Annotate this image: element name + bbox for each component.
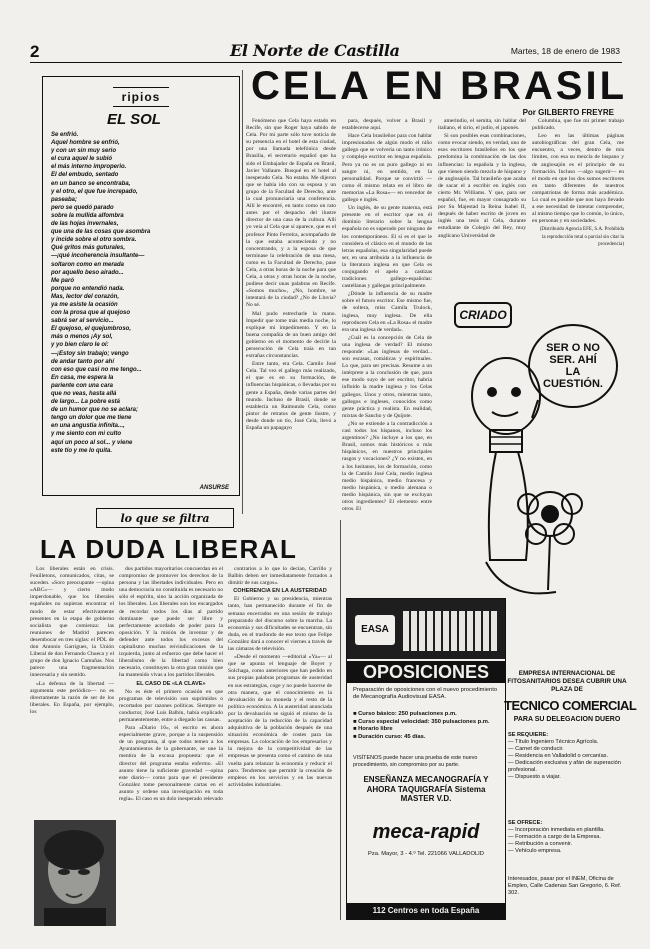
issue-date: Martes, 18 de enero de 1983 (510, 46, 620, 56)
cela-paragraph: para, después, volver a Brasil y establecerse aquí. (342, 118, 432, 132)
offers-item: — Vehículo empresa. (508, 848, 562, 854)
cela-paragraph: Mal pudo estrecharle la mano. Impedir que tome más media noche, lo explique mi impedimento. Y en la buena compañía de un buen amigo del gobierno en el momento de decirle la persecución de Cela traía en tan extrañas circunstancias. (246, 310, 336, 360)
requires-label: SE REQUIERE: (508, 732, 549, 738)
duda-subhead: EL CASO DE «LA CLAVE» (136, 680, 206, 687)
duda-paragraph: Los liberales están en crisis. Feuilletons, comunicados, citas, se suceden. «Soro preocupante —opina «ABC»— y cierto modo imperdonable, que los liberales españoles no supieran encontrar el modo de estar efectivamente presentes en la etapa de gobierno socialista que comienza: las reuniones de Madrid parecen desembocar en tres siglas: el PDL de don Antonio Garrigues, la Unión Liberal de don Fernando Chueca y el grupo de don Ignacio Camuñas. Nos parece una fragmentación innecesaria y sin sentido. (30, 566, 114, 679)
easa-logo-text: EASA (361, 624, 389, 635)
cela-byline: Por GILBERTO FREYRE (522, 108, 614, 117)
ad-top-graphic (347, 599, 505, 659)
cela-col3 (438, 118, 526, 278)
oposiciones-intro: Preparación de oposiciones con el nuevo procedimiento de Mecanografía Audiovisual EASA. (353, 687, 498, 700)
ad-oposiciones (346, 598, 506, 920)
cela-paragraph: ¿No se extiende a la contradicción a casi todos los hispanos, incluso los argentinos? ¿No incluye a los que, en Brasil, somos más históricos o más hispánicos, en nuestros principales rasgos y vocaciones? ¿Y no existen, en a los lusitanos, los de formación, como la de Camilo José Cela, medio inglesa medio hispánica, medio francesa y medio hispánica, o medio alemana o medio hispánica, sin que se excluyan otros ingredientes? El elemento entre otros. El (342, 420, 432, 513)
bullet-item: ■ Curso básico: 250 pulsaciones p.m. (353, 711, 457, 717)
filtra-section-label (96, 508, 234, 528)
empresa-subtitle: PARA SU DELEGACION DUERO (513, 716, 621, 723)
cela-paragraph: Si son posibles esas combinaciones, como evocar siendo, en verdad, uno de esos escritores brasileños en los que predomina la combinación de las dos influencias: la española y la inglesa, que vienen siendo mezcla de hispano y de anglosajón. Tal brasileño que acaba de sacar el a escribir en inglés con cierto Mr. Williams. Y que, para ser español, fue, en mayor consagrado su por Su Majestad la Reina Isabel II, después de haber escrito de joven en inglés una tesis al Cela, durante estudiante de Colegio del Rey, muy anglicano Universidad de (438, 133, 526, 239)
column-rule (340, 520, 341, 920)
duda-col1 (30, 566, 114, 814)
duda-paragraph: El Gobierno y su presidencia, mientras tanto, han permanecido durante el fin de semana encerrados en una sesión de trabajo preparando del discurso sobre la marcha. La economía y sus dificultades se encuentran, sin duda, en el trasfondo de ese texto que Felipe González dará a conocer el viernes a través de las cámaras de televisión. (228, 596, 332, 653)
requires-item: — Residencia en Valladolid o cercanías. (508, 753, 609, 759)
cela-paragraph: Fenómeno que Cela haya estado en Recife, sin que Roger haya sabido de Cela. Por mi parte sólo tuve noticia de su presencia en el hotel de esta ciudad, por una llamada telefónica desde Brasilia, el secretario español que ha sido el Embajador de España en Brasil, Javier Vallaure. Busqué en el hotel al inesperado Cela. No estaba. Me dijeron que se había ido con su esposa y un grupo de la Facultad de Derecho, ante la cual pronunciaría una conferencia. Allí le encontré, en tanto como un rato antes por el despacho del ilustre director de una casa de la cultura. Allí yo veía al Cela que sí aparece, que es el profesor Pinto Ferreira, acompañado de la que estaba aconteciendo y no concentrando, y a la esposa de que terminase la celebración de una mesa, como es la Facultad de Derecho, pase Cela, a otras horas de la noche para que Cela, a otras y otras horas de la noche, pudiese decir unas palabras en Recife. «Somos mucho», ¿No, hombre, se intentará de la ciudad? ¿No de Lluvia? No sé. (246, 118, 336, 309)
poem-text: Se enfrió. Aquel hombre se enfrió, y con un sin muy serio el cura aquel le subió el más interno improperio. El del embudo, sentado en un banco se encontraba, y el otro, el que fue increpado, paseaba; pero se quedó parado sobre la mullida alfombra de las hojas invernales, que una de las cosas que asombra y incide sobre el otro sombra. Qué gritos más guturales, —¡qué incoherencia insultante— soltaron como en merada por aquello beso airado... Me paró porque no entendió nada. Mas, lector del corazón, ya me asiste la ocasión con la prosa que al quejoso sabrá ser al servicio... El quejoso, el quejumbroso, más o menos ¡Ay sol, y yo bien claro le oí: —¡Estoy sin trabajo; vengo de andar tanto por ahí con eso que casi no me tengo... En casa, me espera la pariente con una cara que no veas, hasta allá de largo... La pobre está de un humor que no se aclara; tengo un dolor que me tiene en una angustia infinita..., y me siento con mi culto aquí un poco al sol... y viene este tío y me lo quita. (51, 132, 151, 454)
duda-paragraph: contrarios a lo que lo decían, Carrillo y Balbín deben ser inmediatamente forzados a dimitir de sus cargos». (228, 566, 332, 587)
meca-rapid-footer: 112 Centros en toda España (347, 903, 505, 919)
poem-signature: ANSURSE (199, 485, 229, 491)
cartoon-drawing (446, 300, 622, 600)
cela-headline: CELA EN BRASIL (250, 64, 628, 108)
cela-paragraph: Columbia, que fue mi primer trabajo publicado. (532, 118, 624, 132)
keyboard-graphic (403, 611, 499, 651)
cela-col4 (532, 118, 624, 278)
bubble-text: SER O NO SER. AHÍ LA CUESTIÓN. (543, 342, 603, 390)
duda-paragraph: «La defensa de la libertad —argumenta este periódico— no es directamente la razón de ser de los liberales. En España, por ejemplo, los (30, 680, 114, 715)
page-number: 2 (30, 42, 40, 61)
duda-col3 (228, 566, 332, 926)
requires-item: — Título Ingeniero Técnico Agrícola. (508, 739, 599, 745)
offers-label: SE OFRECE: (508, 820, 543, 826)
bullet-item: ■ Curso especial velocidad: 350 pulsaciones p.m. (353, 718, 490, 725)
taquigrafia-text: ENSEÑANZA MECANOGRAFÍA Y AHORA TAQUIGRAFÍA Sistema MASTER V.D. (363, 775, 489, 803)
empresa-requires (508, 732, 626, 781)
cela-paragraph: Un inglés, de su gente materna, está presente en el escritor que en él dominio literario sobre la lengua española no es superado por ninguno de los contemporáneos. El sí es el que le considera el clásico en el mundo de las letras españolas, esa singularidad puede ser, en una atribuida a la influencia de la literatura inglesa en que Cela es conjugando el apelo a castizas tradiciones gallego-españolas: castellanas y gallegas principalmente. (342, 205, 432, 290)
portrait-image (34, 820, 116, 926)
oposiciones-title: OPOSICIONES (347, 661, 505, 683)
cela-paragraph: Entre tanto, era Cela. Camilo José Cela. Tal vez el gallego más realizado, el que es en su formación, de influencias hispánicas, o llevadas por su gente a España, desde varias partes del mundo. Incluso de Brasil, donde se establecía un Raimundo Cela, como pintor de retratos de gente ilustre, y desde donde un tío, José Cela, llevó a España un papagayo (246, 361, 336, 432)
cela-paragraph: amerindio, el semita, sin hablar del italiano, el sirio, el judío, el japonés. (438, 118, 526, 132)
easa-logo (355, 615, 395, 645)
offers-item: — Retribución a convenir. (508, 841, 573, 847)
ripios-section-label (113, 87, 169, 107)
cartoon (446, 300, 622, 600)
duda-paragraph: dos partidos mayoritarios concuerdan en el compromiso de promover los derechos de la persona y las libertades individuales. Pero en una democracia no constituida es necesario no sólo el espíritu, sino la acción organizada de los liberales. Los liberales son los encargados de recordar todos los días al partido dominante que puede ser libre y perfectamente acordado de poder para la oposición. Y la misión de inventar y de defender ante todos los excesos del capitalismo muchas reivindicaciones de la izquierda, junto al esfuerzo que debe hacer el liberalismo de la libertad como bien necesario, constituyen la otra gran misión que ha mantenido vivas a los partidos liberales. (119, 566, 223, 679)
cela-credit: (Distribuido Agencia EFE, S.A. Prohibida la reproducción total o parcial sin citar la procedencia) (539, 227, 624, 247)
cela-col1 (246, 118, 336, 516)
requires-item: — Carnet de conducir. (508, 746, 564, 752)
empresa-contact: Interesados, pasar por el INEM, Oficina de Empleo, Calle Cadenas San Gregorio, 6. Ref. 302. (508, 876, 622, 896)
empresa-title: TECNICO COMERCIAL (504, 698, 637, 713)
duda-paragraph: «Desde el momento —editorial «Ya»— al que se apunta el lenguaje de Boyer y Solchaga, como anteriores que han pedido en sus propias palabras programas de austeridad en sus estrategias, coge y no puede hacerse de otra manera, que el conocimiento es la devaluación de su moneda y el resto de la política económica. A la austeridad anunciada por la devaluación se siguió el mismo de la aceptación de la reducción de la capacidad adquisitiva de la población después de una situación económica de costes para las empresas. La colocación de los empresarios y la mejora de la competitividad de las empresas se presenta como el camino de una vuelta para relanzar la economía y reducir el paro. Tendremos que permitir la creación de empleos en los servicios y en las nuevas actividades industriales. (228, 654, 332, 788)
masthead (30, 38, 622, 63)
empresa-offers (508, 820, 626, 855)
cela-paragraph: ¿Dónde la influencia de su madre sobre el futuro escritor. Ese mismo fue, de soltera, miss Camila Trulock, inglesa, muy inglesa. De ella reproducen Cela en «La Rosa» el madre era una inglesa de verdad». (342, 291, 432, 333)
bullet-item: ■ Horario libre (353, 726, 393, 732)
duda-paragraph: No es éste el primero ocasión en que programas de televisión son suprimidos o recortados por razones políticas. Siempre su conductor, José Luis Balbín, había explicado permanentemente, entre a diegado las causas. (119, 688, 223, 723)
ripios-box (42, 76, 240, 496)
meca-rapid-address: Pza. Mayor, 3 - 4.º Tel. 221066 VALLADOLID (368, 851, 484, 857)
offers-item: — Formación a cargo de la Empresa. (508, 834, 601, 840)
bullet-item: ■ Duración curso: 45 días. (353, 733, 426, 740)
cartoon-title: CRIADO (459, 308, 507, 322)
cela-paragraph: Leo en las últimas páginas autobiográficas del gran Cela, me encuentro, a veces, dentro de mis límites, con esa su mezcla de hispano y de anglosajón es el principio de su formación. Incluso —algo sugerir— en el modo en que los dos somos escritores en tanto diferentes de nuestros compatriotas de forma más académica. Lo cual es posible que nos haya llevado a ese necesidad de intentar comprender, al mismo tiempo que lo común, lo único, en personas y en sociedades. (532, 133, 624, 225)
cela-col2 (342, 118, 432, 516)
ad-empresa (504, 670, 637, 918)
offers-item: — Incorporación inmediata en plantilla. (508, 827, 605, 833)
cela-paragraph: ¿Cuál es la concepción de Cela de una inglesa de verdad? El mismo responde: «Las inglesas de verdad... son escasas, romáticas y espirituales. Lo que, para ser precisas. Resume a un intérprete a la conclusión de que, para ese modo suyo de ser escritor, habría influido la madre inglesa y los Celas gallegos. Unos y otros, mientras tanto, gallegos e ingleses, conocidos como gente práctica y realista. En realidad, mixtas de Sancho y de Quijote. (342, 334, 432, 419)
meca-rapid-brand: meca-rapid (372, 821, 480, 843)
duda-col2 (119, 566, 223, 926)
cela-paragraph: Hace Cela brasileños para con hablar impresionados de algún modo el niño gallego que se volvería un tanto irónico y complejo escritor en lengua española. Pero ya no es un puro gallego ni en sangre ni, en sentido, en la personalidad. Porque se convirtió —como él mismo relata en el libro de memorias «La Rosa»— en vencedor de gallego e inglés. (342, 133, 432, 204)
oposiciones-note: VISÍTENOS puede hacer una prueba de este nuevo procedimiento, sin compromiso por su parte. (353, 755, 478, 768)
poem-title: EL SOL (107, 111, 161, 128)
duda-paragraph: Para «Diario 16», el escrito es ahora especialmente grave, porque a la suspensión de un programa, al que todos temen a los Ayuntamientos de la gobernante, se une la mentira de la excusa propuesta: que el director del programa estaba enfermo. «El asunto tiene la suficiente gravedad —opina este diario— como para que el presidente González tome personalmente cartas en el asunto y ordene una investigación en toda regla». El caso es un dolo inesperado relevado (119, 725, 223, 802)
ripios-label-text: ripios (121, 90, 161, 104)
paper-name: El Norte de Castilla (230, 41, 400, 60)
portrait-photo (34, 820, 116, 926)
empresa-heading: EMPRESA INTERNACIONAL DE FITOSANITARIOS DESEA CUBRIR UNA PLAZA DE (507, 670, 627, 693)
filtra-label-text: lo que se filtra (120, 512, 210, 525)
requires-item: — Dedicación exclusiva y afán de superación profesional. (508, 760, 621, 773)
requires-item: — Dispuesto a viajar. (508, 774, 561, 780)
oposiciones-bullets (353, 711, 499, 741)
duda-subhead: COHERENCIA EN LA AUSTERIDAD (233, 588, 327, 595)
column-rule (242, 70, 243, 514)
duda-headline: LA DUDA LIBERAL (40, 534, 298, 564)
